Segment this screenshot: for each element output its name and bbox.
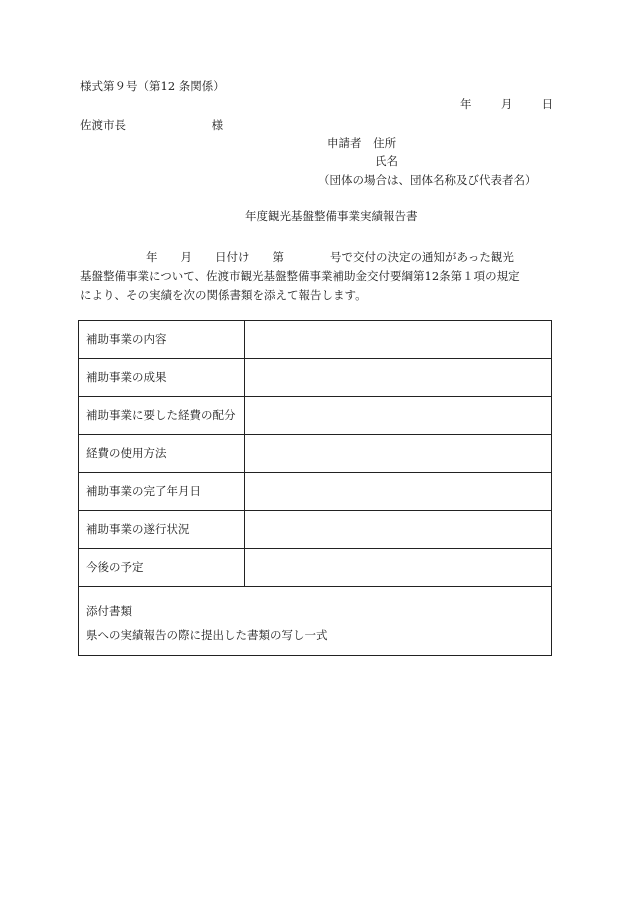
row-label: 補助事業に要した経費の配分 bbox=[79, 397, 245, 435]
applicant-label: 申請者 bbox=[327, 136, 362, 150]
document-title: 年度観光基盤整備事業実績報告書 bbox=[245, 209, 418, 223]
body-line: により、その実績を次の関係書類を添えて報告します。 bbox=[80, 288, 367, 302]
table-row bbox=[79, 549, 552, 587]
date-year: 年 bbox=[460, 97, 472, 111]
row-label: 今後の予定 bbox=[79, 549, 245, 587]
table-row bbox=[79, 397, 552, 435]
addressee-name: 佐渡市長 bbox=[80, 118, 126, 132]
addressee bbox=[80, 120, 223, 132]
row-value[interactable] bbox=[245, 397, 552, 435]
attachment-label: 添付書類 bbox=[86, 604, 132, 618]
table-row bbox=[79, 359, 552, 397]
row-value[interactable] bbox=[245, 321, 552, 359]
row-value[interactable] bbox=[245, 435, 552, 473]
row-value[interactable] bbox=[245, 511, 552, 549]
row-label: 補助事業の内容 bbox=[79, 321, 245, 359]
date-day: 日 bbox=[541, 97, 554, 111]
form-number: 様式第９号（第12 条関係） bbox=[80, 79, 225, 93]
row-value[interactable] bbox=[245, 473, 552, 511]
row-label: 補助事業の成果 bbox=[79, 359, 245, 397]
applicant-address-row bbox=[327, 138, 396, 150]
row-value[interactable] bbox=[245, 359, 552, 397]
attachment-cell bbox=[79, 587, 552, 656]
name-label: 氏名 bbox=[375, 154, 398, 168]
honorific: 様 bbox=[211, 118, 224, 132]
attachment-row bbox=[79, 587, 552, 656]
attachment-text: 県への実績報告の際に提出した書類の写し一式 bbox=[86, 628, 328, 642]
row-label: 経費の使用方法 bbox=[79, 435, 245, 473]
body-line: 年 月 日付け 第 号で交付の決定の通知があった観光 bbox=[146, 250, 514, 264]
table-row bbox=[79, 321, 552, 359]
address-label: 住所 bbox=[373, 136, 397, 150]
date-line bbox=[460, 99, 553, 111]
report-table bbox=[78, 320, 552, 656]
organization-note: （団体の場合は、団体名称及び代表者名） bbox=[318, 173, 537, 187]
date-month: 月 bbox=[500, 97, 513, 111]
table-row bbox=[79, 511, 552, 549]
body-paragraph bbox=[80, 248, 552, 305]
body-line: 基盤整備事業について、佐渡市観光基盤整備事業補助金交付要綱第12条第１項の規定 bbox=[80, 269, 520, 283]
table-row bbox=[79, 435, 552, 473]
row-label: 補助事業の遂行状況 bbox=[79, 511, 245, 549]
table-row bbox=[79, 473, 552, 511]
row-label: 補助事業の完了年月日 bbox=[79, 473, 245, 511]
row-value[interactable] bbox=[245, 549, 552, 587]
